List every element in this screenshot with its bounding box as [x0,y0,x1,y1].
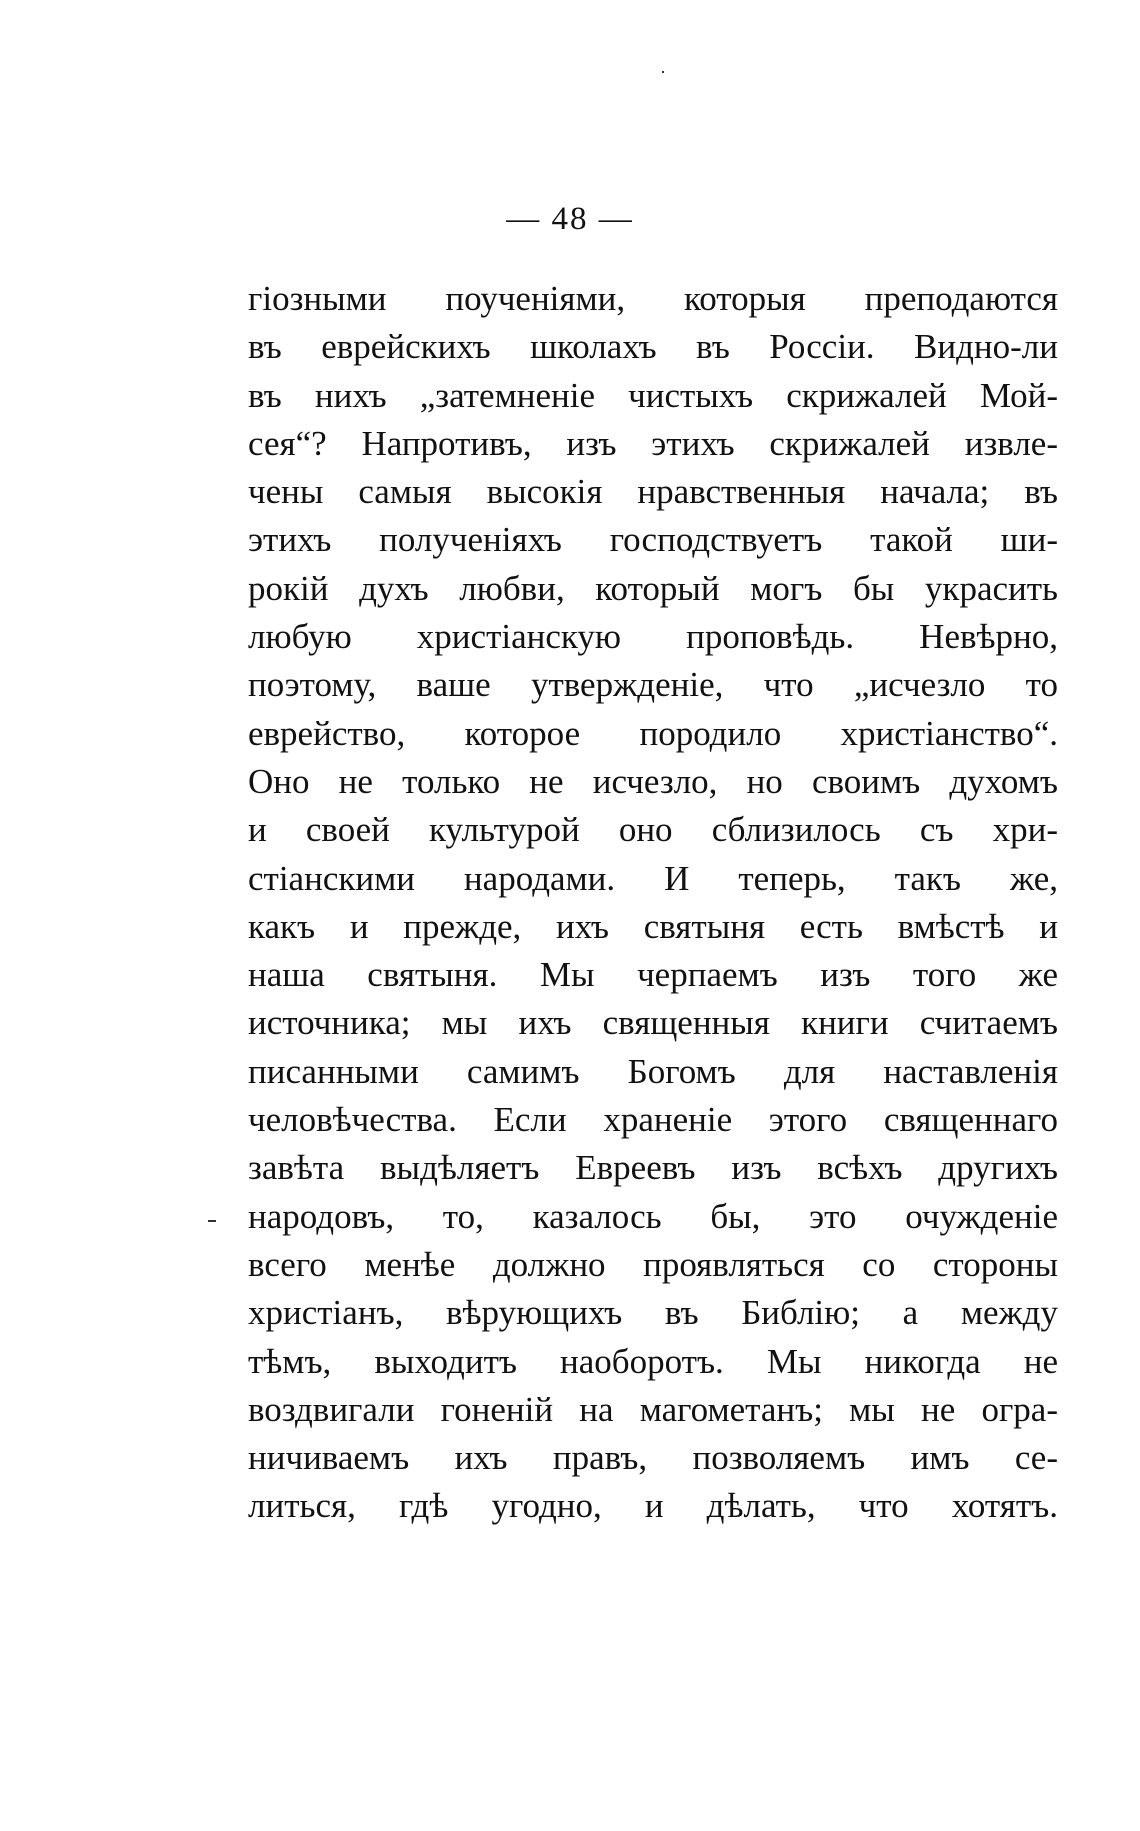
text-line: христіанъ, вѣрующихъ въ Библію; а между [248,1293,1058,1333]
text-line: литься, гдѣ угодно, и дѣлать, что хотятъ. [248,1486,1058,1526]
text-line: поэтому, ваше утвержденіе, что „исчезло то [248,665,1058,705]
text-line: въ еврейскихъ школахъ въ Россіи. Видно-ли [248,327,1058,367]
text-line: воздвигали гоненій на магометанъ; мы не огра- [248,1389,1058,1429]
text-line: гіозными поученіями, которыя преподаются [248,279,1058,318]
page-number: — 48 — [506,201,634,237]
text-line: въ нихъ „затемненіе чистыхъ скрижалей Мой- [248,375,1058,415]
text-line: ничиваемъ ихъ правъ, позволяемъ имъ се- [248,1438,1058,1478]
text-line: Оно не только не исчезло, но своимъ духомъ [248,761,1058,801]
text-line: чены самыя высокія нравственныя начала; въ [248,472,1058,512]
text-line: писанными самимъ Богомъ для наставленія [248,1051,1058,1091]
text-line: наша святыня. Мы черпаемъ изъ того же [248,955,1058,995]
print-speck [662,71,664,73]
text-line: сея“? Напротивъ, изъ этихъ скрижалей извле- [248,423,1058,463]
text-line: всего менѣе должно проявляться со стороны [248,1244,1058,1284]
text-line: и своей культурой оно сблизилось съ хри- [248,810,1058,850]
text-line: еврейство, которое породило христіанство“. [248,713,1058,753]
text-line: какъ и прежде, ихъ святыня есть вмѣстѣ и [248,906,1058,946]
text-line: рокій духъ любви, который могъ бы украсить [248,568,1058,608]
body-text [248,275,1058,1531]
text-line: источника; мы ихъ священныя книги считаемъ [248,1003,1058,1043]
text-line: этихъ полученіяхъ господствуетъ такой ши- [248,520,1058,560]
text-line: тѣмъ, выходитъ наоборотъ. Мы никогда не [248,1341,1058,1381]
text-line: стіанскими народами. И теперь, такъ же, [248,858,1058,898]
text-line: человѣчества. Если храненіе этого священнаго [248,1100,1058,1140]
text-line: любую христіанскую проповѣдь. Невѣрно, [248,617,1058,657]
margin-mark [208,1220,216,1222]
text-line: народовъ, то, казалось бы, это очужденіе [248,1196,1058,1236]
text-line: завѣта выдѣляетъ Евреевъ изъ всѣхъ другихъ [248,1148,1058,1188]
